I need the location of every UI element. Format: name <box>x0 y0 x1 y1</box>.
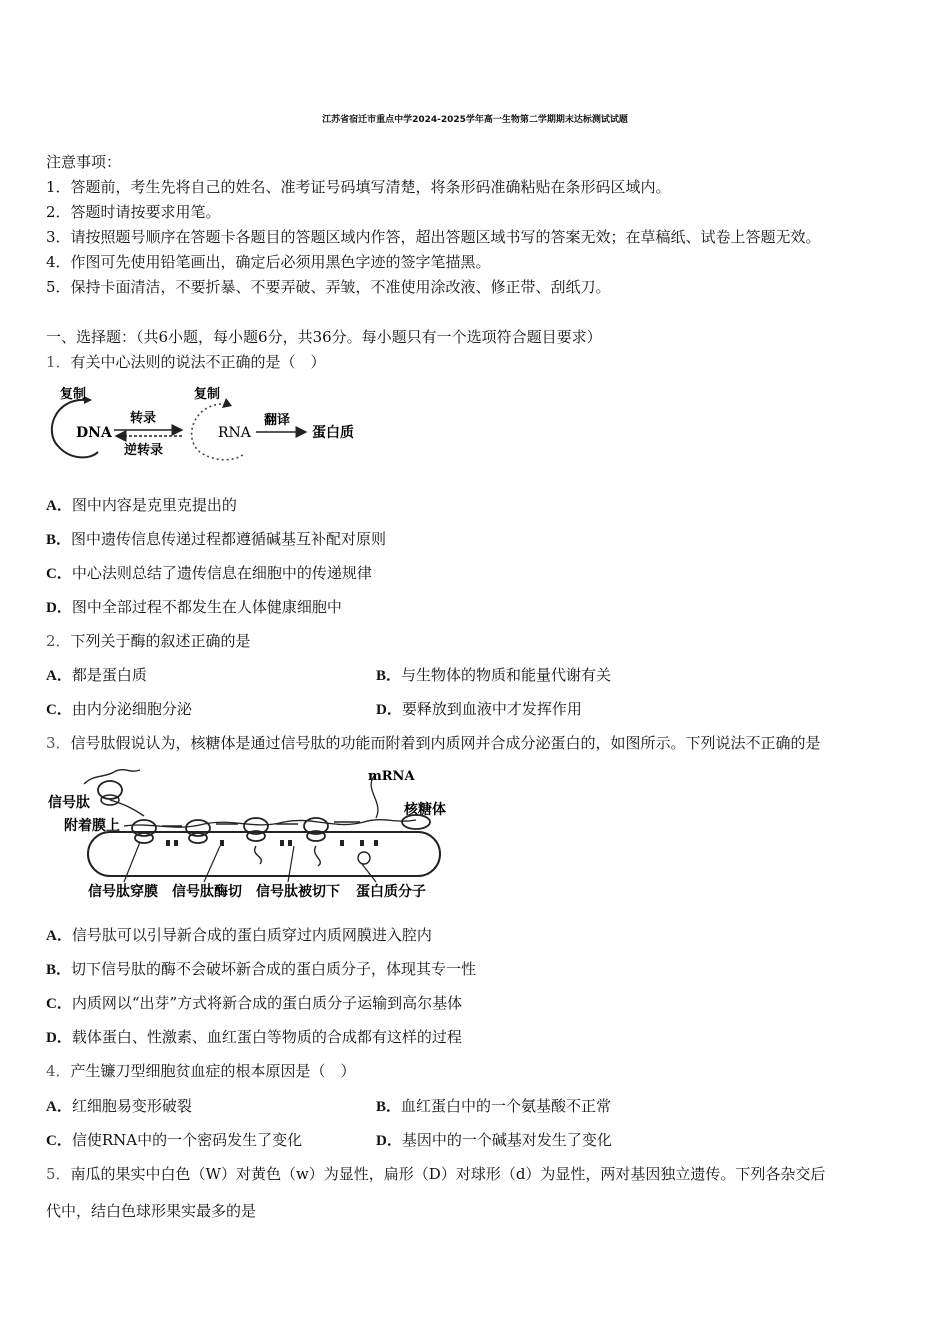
enzyme-label: 信号肽酶切 <box>172 884 242 900</box>
pass-label: 信号肽穿膜 <box>88 884 158 900</box>
option-letter: C． <box>46 702 72 718</box>
q2-option-c <box>46 699 192 720</box>
question-number: 1． <box>46 353 71 371</box>
q4-option-b <box>376 1096 611 1117</box>
q1-option-a <box>46 495 237 516</box>
option-text: 与生物体的物质和能量代谢有关 <box>401 666 612 684</box>
option-letter: D． <box>46 600 72 616</box>
section-heading: 一、选择题：（共6小题，每小题6分，共36分。每小题只有一个选项符合题目要求） <box>46 328 602 346</box>
option-letter: C． <box>46 1133 72 1149</box>
arrowhead <box>222 398 232 408</box>
question-1-stem <box>46 352 326 372</box>
option-text: 信使RNA中的一个密码发生了变化 <box>71 1131 303 1149</box>
option-letter: B． <box>376 1099 402 1115</box>
question-5-stem <box>46 1164 825 1184</box>
q3-option-c <box>46 993 462 1014</box>
q2-option-a <box>46 665 147 686</box>
attach-label: 附着膜上 <box>64 818 120 834</box>
option-letter: B． <box>46 962 72 978</box>
cut-label: 信号肽被切下 <box>256 884 340 900</box>
question-text: 有关中心法则的说法不正确的是（ ） <box>70 353 326 371</box>
option-letter: B． <box>376 668 402 684</box>
q2-option-d <box>376 699 582 720</box>
question-text: 南瓜的果实中白色（W）对黄色（w）为显性，扁形（D）对球形（d）为显性，两对基因独立遗传。下列各杂交后 <box>70 1165 826 1183</box>
notice-heading: 注意事项： <box>46 153 122 171</box>
option-letter: D． <box>46 1030 72 1046</box>
option-text: 图中内容是克里克提出的 <box>71 496 237 514</box>
q4-option-a <box>46 1096 192 1117</box>
question-number: 2． <box>46 632 71 650</box>
option-text: 图中遗传信息传递过程都遵循碱基互补配对原则 <box>71 530 387 548</box>
option-text: 由内分泌细胞分泌 <box>71 700 192 718</box>
free-ribosome <box>98 781 122 799</box>
option-letter: C． <box>46 996 72 1012</box>
dna-replication-label: 复制 <box>60 387 87 402</box>
option-text: 都是蛋白质 <box>71 666 147 684</box>
q1-option-c <box>46 563 372 584</box>
q1-option-b <box>46 529 386 550</box>
option-text: 红细胞易变形破裂 <box>71 1097 192 1115</box>
option-text: 信号肽可以引导新合成的蛋白质穿过内质网膜进入腔内 <box>71 926 432 944</box>
option-text: 切下信号肽的酶不会破坏新合成的蛋白质分子，体现其专一性 <box>71 960 477 978</box>
ribosome-label: 核糖体 <box>404 802 446 818</box>
q4-option-c <box>46 1130 302 1151</box>
notice-item: 3．请按照题号顺序在答题卡各题目的答题区域内作答，超出答题区域书写的答案无效；在草稿纸、试卷上答题无效。 <box>46 228 821 246</box>
option-text: 血红蛋白中的一个氨基酸不正常 <box>401 1097 612 1115</box>
question-number: 5． <box>46 1165 71 1183</box>
q4-option-d <box>376 1130 612 1151</box>
option-letter: A． <box>46 498 72 514</box>
option-letter: D． <box>376 702 402 718</box>
transcription-label: 转录 <box>130 411 157 426</box>
q3-option-b <box>46 959 476 980</box>
q2-option-b <box>376 665 611 686</box>
option-text: 基因中的一个碱基对发生了变化 <box>401 1131 612 1149</box>
option-letter: D． <box>376 1133 402 1149</box>
signal-peptide-label: 信号肽 <box>48 795 90 811</box>
question-text: 产生镰刀型细胞贫血症的根本原因是（ ） <box>70 1062 356 1080</box>
option-letter: C． <box>46 566 72 582</box>
option-text: 中心法则总结了遗传信息在细胞中的传递规律 <box>71 564 372 582</box>
protein-label: 蛋白质分子 <box>356 884 426 900</box>
question-text: 下列关于酶的叙述正确的是 <box>70 632 251 650</box>
option-letter: A． <box>46 928 72 944</box>
protein-molecule <box>358 852 370 864</box>
reverse-transcription-label: 逆转录 <box>124 443 164 458</box>
question-2-stem <box>46 631 251 651</box>
central-dogma-diagram <box>44 382 374 464</box>
option-text: 载体蛋白、性激素、血红蛋白等物质的合成都有这样的过程 <box>71 1028 462 1046</box>
notice-item: 2．答题时请按要求用笔。 <box>46 203 221 221</box>
page-title: 江苏省宿迁市重点中学2024-2025学年高一生物第二学期期末达标测试试题 <box>322 115 628 125</box>
question-number: 4． <box>46 1062 71 1080</box>
notice-item: 5．保持卡面清洁，不要折暴、不要弄破、弄皱，不准使用涂改液、修正带、刮纸刀。 <box>46 278 611 296</box>
notice-item: 1．答题前，考生先将自己的姓名、准考证号码填写清楚，将条形码准确粘贴在条形码区域内。 <box>46 178 671 196</box>
q3-option-a <box>46 925 432 946</box>
mrna-label: mRNA <box>368 769 415 784</box>
question-4-stem <box>46 1061 356 1081</box>
signal-peptide-diagram <box>44 760 464 905</box>
translation-label: 翻译 <box>264 413 291 428</box>
question-5-stem-cont: 代中，结白色球形果实最多的是 <box>46 1202 257 1220</box>
q3-option-d <box>46 1027 462 1048</box>
question-number: 3． <box>46 734 71 752</box>
question-3-stem <box>46 733 821 753</box>
protein-label: 蛋白质 <box>312 425 354 441</box>
rna-replication-label: 复制 <box>194 387 221 402</box>
option-text: 要释放到血液中才发挥作用 <box>401 700 582 718</box>
option-letter: A． <box>46 1099 72 1115</box>
option-text: 图中全部过程不都发生在人体健康细胞中 <box>71 598 342 616</box>
bound-ribosome <box>132 818 328 843</box>
option-text: 内质网以“出芽”方式将新合成的蛋白质分子运输到高尔基体 <box>71 994 463 1012</box>
option-letter: B． <box>46 532 72 548</box>
notice-item: 4．作图可先使用铅笔画出，确定后必须用黑色字迹的签字笔描黑。 <box>46 253 491 271</box>
rna-label: RNA <box>218 425 251 441</box>
question-text: 信号肽假说认为，核糖体是通过信号肽的功能而附着到内质网并合成分泌蛋白的，如图所示。下列说法不正确的是 <box>70 734 821 752</box>
dna-label: DNA <box>76 425 112 441</box>
q1-option-d <box>46 597 342 618</box>
option-letter: A． <box>46 668 72 684</box>
